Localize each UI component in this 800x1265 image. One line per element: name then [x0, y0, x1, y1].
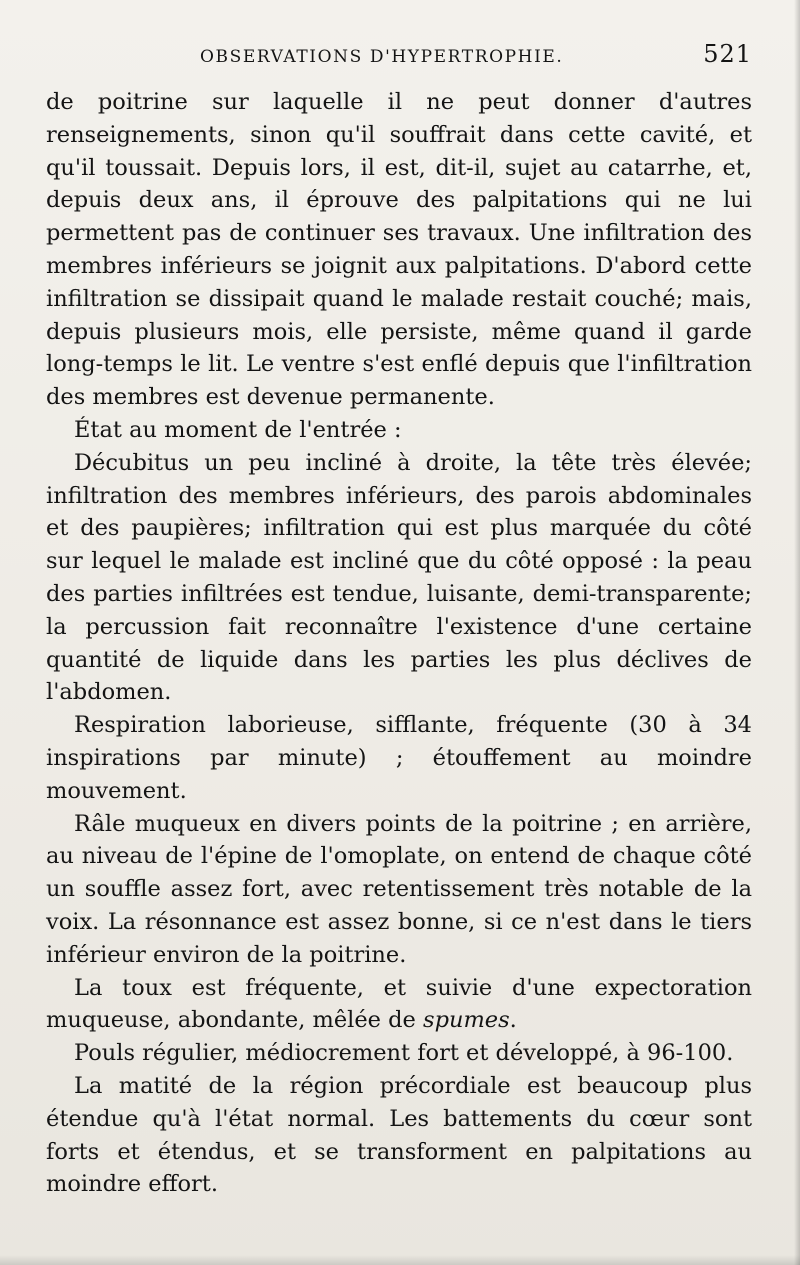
toux-end: . [509, 1007, 517, 1034]
paragraph-pouls: Pouls régulier, médiocrement fort et développé, à 96-100. [74, 1040, 734, 1067]
page-number: 521 [703, 40, 752, 68]
paragraph-history: de poitrine sur laquelle il ne peut donner d'autres renseignements, sinon qu'il souffrait dans cette cavité, et qu'il toussait. Depuis lors, il est, dit-il, sujet au catarrhe, et, depuis deux ans, il éprouve des palpitations qui ne lui permettent pas de continuer ses travaux. Une infiltration des membres inférieurs se joignit aux palpitations. D'abord cette infiltration se dissipait quand le malade restait couché; mais, depuis plusieurs mois, elle persiste, même quand il garde long-temps le lit. Le ventre s'est enflé depuis que l'infiltration des membres est devenue permanente. [46, 89, 752, 411]
paragraph-respiration: Respiration laborieuse, sifflante, fréquente (30 à 34 inspirations par minute) ; étouffement au moindre mouvement. [46, 712, 752, 804]
page-edge-shadow [794, 0, 800, 1265]
paragraph-toux [46, 972, 752, 1038]
paragraph-decubitus: Décubitus un peu incliné à droite, la tête très élevée; infiltration des membres inférieurs, des parois abdominales et des paupières; infiltration qui est plus marquée du côté sur lequel le malade est incliné que du côté opposé : la peau des parties infiltrées est tendue, luisante, demi-transparente; la percussion fait reconnaître l'existence d'une certaine quantité de liquide dans les parties les plus déclives de l'abdomen. [46, 449, 752, 706]
page-bottom-shadow [0, 1255, 800, 1265]
toux-text: La toux est fréquente, et suivie d'une expectoration muqueuse, abondante, mêlée de [46, 974, 752, 1034]
paragraph-state-heading: État au moment de l'entrée : [74, 416, 402, 443]
running-title: OBSERVATIONS D'HYPERTROPHIE. [200, 47, 564, 67]
paragraph-matite: La matité de la région précordiale est beaucoup plus étendue qu'à l'état normal. Les battements du cœur sont forts et étendus, et se transforment en palpitations au moindre effort. [46, 1072, 752, 1198]
page-body [46, 86, 752, 1201]
paragraph-rale: Râle muqueux en divers points de la poitrine ; en arrière, au niveau de l'épine de l'omoplate, on entend de chaque côté un souffle assez fort, avec retentissement très notable de la voix. La résonnance est assez bonne, si ce n'est dans le tiers inférieur environ de la poitrine. [46, 810, 752, 968]
toux-italic-spumes: spumes [423, 1007, 510, 1034]
page-header [200, 40, 752, 68]
